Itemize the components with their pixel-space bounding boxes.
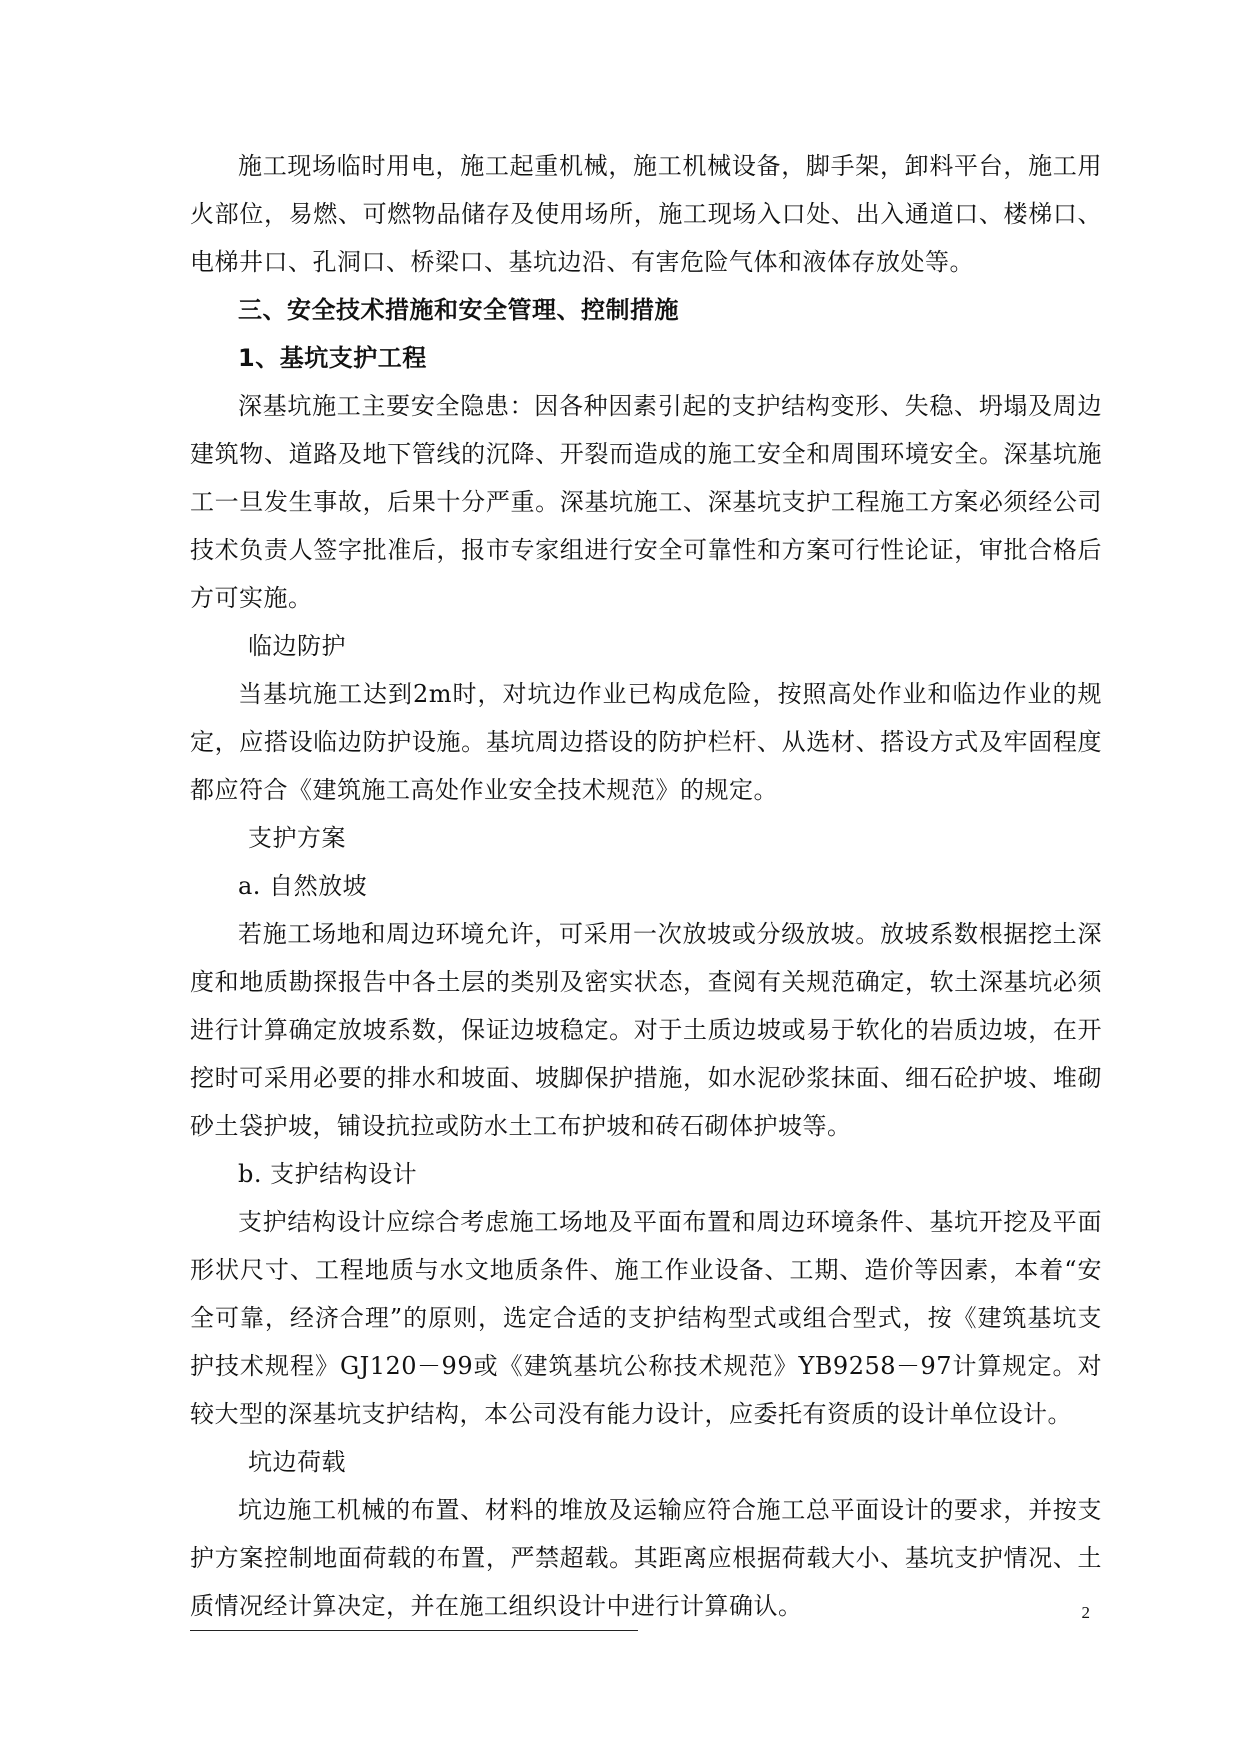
paragraph-deep-pit-hazards: 深基坑施工主要安全隐患：因各种因素引起的支护结构变形、失稳、坍塌及周边建筑物、道路及地下管线的沉降、开裂而造成的施工安全和周围环境安全。深基坑施工一旦发生事故，后果十分严重。深基坑施工、深基坑支护工程施工方案必须经公司技术负责人签字批准后，报市专家组进行安全可靠性和方案可行性论证，审批合格后方可实施。 <box>190 392 1102 612</box>
paragraph-edge-protection: 当基坑施工达到2m时，对坑边作业已构成危险，按照高处作业和临边作业的规定，应搭设临边防护设施。基坑周边搭设的防护栏杆、从选材、搭设方式及牢固程度都应符合《建筑施工高处作业安全技术规范》的规定。 <box>190 680 1102 804</box>
paragraph-support-design: 支护结构设计应综合考虑施工场地及平面布置和周边环境条件、基坑开挖及平面形状尺寸、工程地质与水文地质条件、施工作业设备、工期、造价等因素，本着“安全可靠，经济合理”的原则，选定合适的支护结构型式或组合型式，按《建筑基坑支护技术规程》GJ120－99或《建筑基坑公称技术规范》YB9258－97计算规定。对较大型的深基坑支护结构，本公司没有能力设计，应委托有资质的设计单位设计。 <box>190 1208 1102 1428</box>
subsection-heading-foundation-pit: 1、基坑支护工程 <box>238 344 427 372</box>
footer-divider <box>190 1630 638 1631</box>
item-natural-slope: a. 自然放坡 <box>238 872 368 900</box>
subhead-edge-protection: 临边防护 <box>248 632 346 660</box>
paragraph-safety-locations: 施工现场临时用电，施工起重机械，施工机械设备，脚手架，卸料平台，施工用火部位，易燃、可燃物品储存及使用场所，施工现场入口处、出入通道口、楼梯口、电梯井口、孔洞口、桥梁口、基坑边沿、有害危险气体和液体存放处等。 <box>190 152 1102 276</box>
subhead-support-plan: 支护方案 <box>248 824 346 852</box>
page-number: 2 <box>1081 1603 1090 1622</box>
section-heading-safety-measures: 三、安全技术措施和安全管理、控制措施 <box>238 296 679 324</box>
item-support-design: b. 支护结构设计 <box>238 1160 418 1188</box>
paragraph-pit-edge-load: 坑边施工机械的布置、材料的堆放及运输应符合施工总平面设计的要求，并按支护方案控制地面荷载的布置，严禁超载。其距离应根据荷载大小、基坑支护情况、土质情况经计算决定，并在施工组织设计中进行计算确认。 <box>190 1496 1102 1620</box>
paragraph-natural-slope: 若施工场地和周边环境允许，可采用一次放坡或分级放坡。放坡系数根据挖土深度和地质勘探报告中各土层的类别及密实状态，查阅有关规范确定，软土深基坑必须进行计算确定放坡系数，保证边坡稳定。对于土质边坡或易于软化的岩质边坡，在开挖时可采用必要的排水和坡面、坡脚保护措施，如水泥砂浆抹面、细石砼护坡、堆砌砂土袋护坡，铺设抗拉或防水土工布护坡和砖石砌体护坡等。 <box>190 920 1102 1140</box>
subhead-pit-edge-load: 坑边荷载 <box>248 1448 346 1476</box>
document-body <box>190 142 1102 1630</box>
